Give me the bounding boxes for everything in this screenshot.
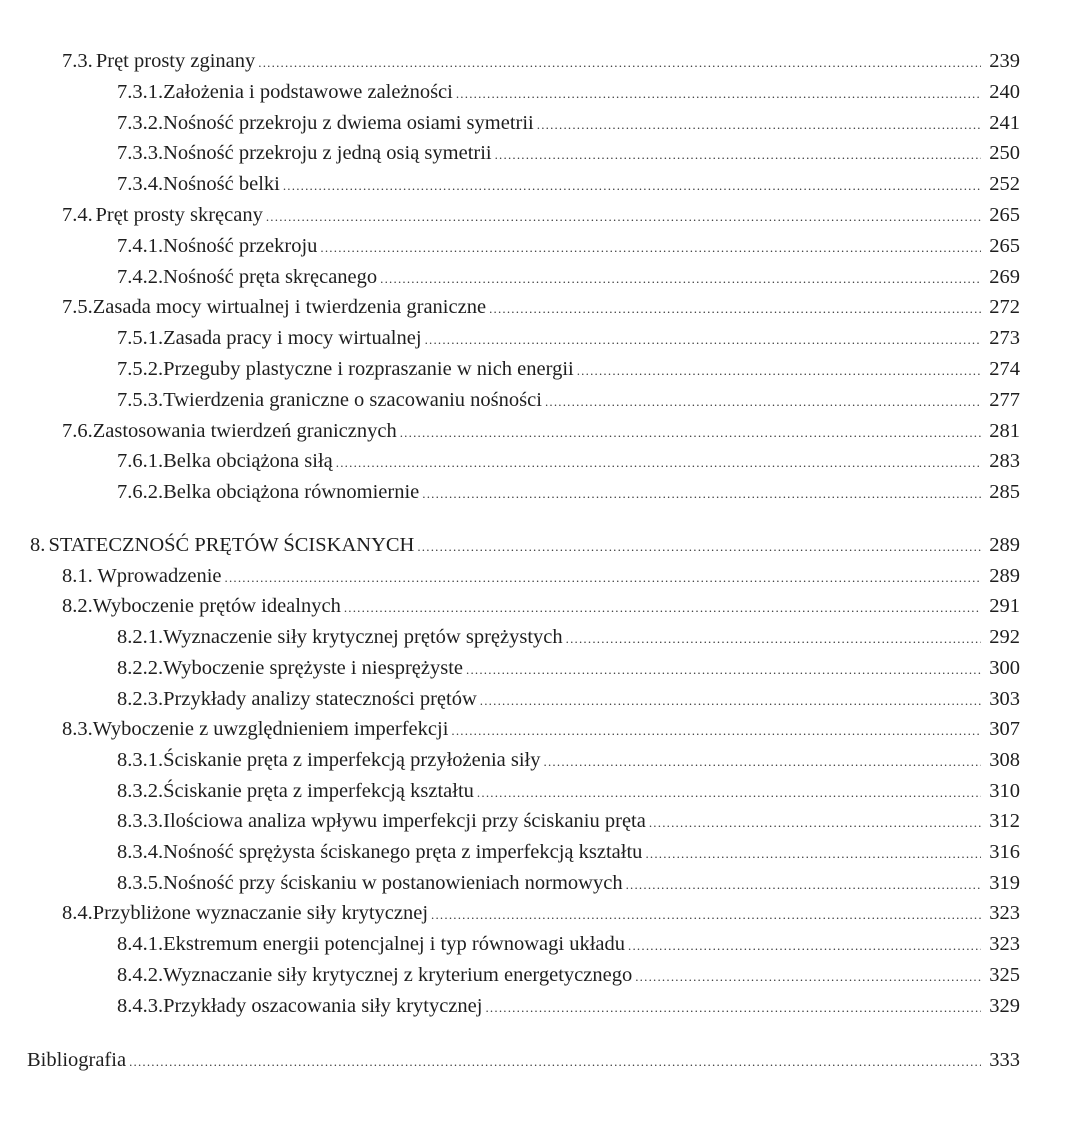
toc-entry-title: Nośność przy ściskaniu w postanowieniach normowych [163,871,623,894]
toc-entry [62,418,1020,444]
toc-entry-number: 7.6. [62,419,93,442]
toc-entry-number: 8.4.1. [117,933,164,956]
toc-entry [62,294,1020,320]
toc-entry [117,839,1020,865]
toc-entry-number: 8.4.2. [117,963,164,986]
toc-entry [117,808,1020,834]
toc-entry [27,1047,1020,1073]
toc-entry-title: Zasada pracy i mocy wirtualnej [163,327,422,350]
toc-entry-title: Belka obciążona siłą [163,450,333,473]
toc-entry [117,233,1020,259]
dot-leader [431,902,981,928]
dot-leader [628,933,981,959]
dot-leader [577,358,981,384]
toc-entry-title: Wyboczenie prętów idealnych [92,595,341,618]
toc-entry-number: 8.2.3. [117,687,164,710]
toc-entry-number: 8.3.4. [117,841,164,863]
dot-leader [466,657,981,683]
dot-leader [456,81,981,107]
toc-entry [62,202,1020,228]
toc-entry [117,448,1020,474]
toc-entry-page: 325 [989,963,1020,986]
toc-entry-page: 310 [989,779,1020,802]
toc-entry-title: Zastosowania twierdzeń granicznych [92,419,397,442]
toc-entry-number: 7.3.4. [117,173,164,196]
dot-leader [422,481,981,507]
toc-entry-title: Bibliografia [27,1049,127,1071]
toc-entry-page: 319 [989,871,1020,894]
toc-entry [117,962,1020,988]
toc-entry-title: Nośność przekroju [163,234,318,257]
dot-leader [477,780,981,806]
toc-entry-number: 7.5.3. [117,388,164,411]
dot-leader [344,595,981,621]
toc-entry-number: 8.4. [62,902,93,925]
toc-entry-title: Nośność pręta skręcanego [163,265,378,288]
toc-entry-number: 7.3. [62,50,93,72]
toc-entry [117,171,1020,197]
toc-entry-page: 277 [989,388,1020,411]
dot-leader [626,872,981,898]
toc-entry-number: 8.3.2. [117,779,164,802]
toc-entry-number: 8.3. [62,718,93,741]
toc-entry [117,79,1020,105]
toc-entry-page: 269 [989,265,1020,288]
toc-entry [117,624,1020,650]
toc-entry [117,655,1020,681]
toc-entry-number: 7.4.2. [117,265,164,288]
toc-entry-number: 7.6.1. [117,450,164,473]
toc-entry [117,387,1020,413]
toc-entry-title: Wyznaczanie siły krytycznej z kryterium energetycznego [163,963,633,986]
toc-entry-number: 8.3.3. [117,810,164,833]
toc-entry [117,325,1020,351]
toc-entry-number: 7.5. [62,296,93,319]
dot-leader [225,565,982,591]
dot-leader [480,688,981,714]
toc-entry-page: 240 [989,80,1020,103]
toc-entry-number: 7.5.1. [117,327,164,350]
toc-entry-page: 265 [989,234,1020,257]
toc-entry-number: 7.3.2. [117,111,164,134]
toc-entry [62,716,1020,742]
dot-leader [417,534,981,560]
toc-entry [117,356,1020,382]
toc-entry [30,532,1020,558]
toc-entry-title: Przeguby plastyczne i rozpraszanie w nich energii [163,358,574,380]
dot-leader [283,173,981,199]
toc-entry [117,140,1020,166]
toc-entry-title: Wyboczenie sprężyste i niesprężyste [163,656,463,679]
toc-entry-title: Wprowadzenie [97,564,222,587]
toc-entry [117,870,1020,896]
toc-entry-title: Nośność przekroju z jedną osią symetrii [163,142,492,165]
toc-entry-title: Belka obciążona równomiernie [163,481,420,504]
toc-entry [62,593,1020,619]
toc-entry-page: 292 [989,626,1020,649]
dot-leader [451,718,981,744]
toc-entry [117,479,1020,505]
toc-entry-number: 7.5.2. [117,358,164,380]
toc-entry-title: Ilościowa analiza wpływu imperfekcji przy ściskaniu pręta [163,810,646,833]
toc-entry-number: 8.1. [62,564,93,587]
toc-entry [117,264,1020,290]
dot-leader [129,1049,981,1075]
toc-entry-page: 289 [989,564,1020,587]
toc-entry-title: Przykłady oszacowania siły krytycznej [163,994,483,1017]
dot-leader [489,296,981,322]
toc-entry-title: Ściskanie pręta z imperfekcją przyłożenia siły [163,748,541,771]
toc-entry-number: 8.2.1. [117,626,164,649]
toc-entry-title: Nośność przekroju z dwiema osiami symetrii [163,111,534,134]
dot-leader [400,420,981,446]
toc-entry-page: 308 [989,748,1020,771]
dot-leader [544,749,981,775]
toc-entry-page: 250 [989,142,1020,165]
toc-entry [117,747,1020,773]
dot-leader [649,810,981,836]
toc-entry [62,48,1020,74]
dot-leader [336,450,981,476]
toc-entry-title: Twierdzenia graniczne o szacowaniu nośności [163,388,542,411]
toc-entry-page: 323 [989,933,1020,956]
toc-entry-page: 312 [989,810,1020,833]
toc-entry [117,931,1020,957]
toc-entry-page: 272 [989,296,1020,319]
dot-leader [258,50,981,76]
toc-entry-title: Założenia i podstawowe zależności [163,80,453,103]
toc-entry-number: 8.3.5. [117,871,164,894]
toc-entry-page: 283 [989,450,1020,473]
toc-entry-number: 7.4. [62,204,93,226]
dot-leader [645,841,981,867]
toc-entry-title: Pręt prosty skręcany [95,204,263,226]
toc-entry [117,110,1020,136]
toc-entry-page: 303 [989,687,1020,710]
toc-entry [62,563,1020,589]
toc-entry-title: Ekstremum energii potencjalnej i typ równowagi układu [163,933,626,956]
toc-entry-number: 7.3.1. [117,80,164,103]
toc-entry-number: 8.3.1. [117,748,164,771]
toc-entry-title: Pręt prosty zginany [95,50,256,72]
toc-entry-number: 8. [30,534,46,556]
toc-entry [117,778,1020,804]
toc-entry-title: Ściskanie pręta z imperfekcją kształtu [163,779,474,802]
dot-leader [566,626,981,652]
toc-entry-page: 307 [989,718,1020,741]
toc-entry-title: Przykłady analizy stateczności prętów [163,687,477,710]
toc-entry-title: Wyznaczenie siły krytycznej prętów sprężystych [163,626,563,649]
toc-entry-number: 7.3.3. [117,142,164,165]
dot-leader [266,204,981,230]
toc-entry [117,686,1020,712]
dot-leader [380,266,981,292]
dot-leader [537,112,981,138]
toc-entry-page: 285 [989,481,1020,504]
toc-entry-page: 300 [989,656,1020,679]
toc-entry-number: 8.2.2. [117,656,164,679]
toc-entry-page: 273 [989,327,1020,350]
toc-entry-page: 289 [989,534,1020,556]
toc-entry-page: 281 [989,419,1020,442]
toc-entry-number: 7.6.2. [117,481,164,504]
toc-entry-page: 316 [989,841,1020,863]
dot-leader [495,142,981,168]
toc-entry-title: Nośność sprężysta ściskanego pręta z imperfekcją kształtu [163,841,643,863]
dot-leader [635,964,981,990]
toc-entry-page: 265 [989,204,1020,226]
dot-leader [320,235,981,261]
toc-entry-number: 8.4.3. [117,994,164,1017]
toc-entry-title: Wyboczenie z uwzględnieniem imperfekcji [92,718,449,741]
dot-leader [485,995,981,1021]
toc-entry-page: 274 [989,358,1020,380]
dot-leader [425,327,981,353]
toc-entry-page: 241 [989,111,1020,134]
dot-leader [545,389,981,415]
toc-entry-title: Zasada mocy wirtualnej i twierdzenia graniczne [92,296,487,319]
toc-entry-title: Nośność belki [163,173,280,196]
toc-entry-number: 8.2. [62,595,93,618]
toc-entry-number: 7.4.1. [117,234,164,257]
toc-entry [62,900,1020,926]
toc-entry-page: 323 [989,902,1020,925]
toc-entry-page: 333 [989,1049,1020,1071]
toc-entry-page: 252 [989,173,1020,196]
toc-entry-page: 239 [989,50,1020,72]
toc-entry-title: STATECZNOŚĆ PRĘTÓW ŚCISKANYCH [48,534,415,556]
toc-entry [117,993,1020,1019]
toc-entry-page: 291 [989,595,1020,618]
toc-entry-title: Przybliżone wyznaczanie siły krytycznej [92,902,429,925]
toc-entry-page: 329 [989,994,1020,1017]
